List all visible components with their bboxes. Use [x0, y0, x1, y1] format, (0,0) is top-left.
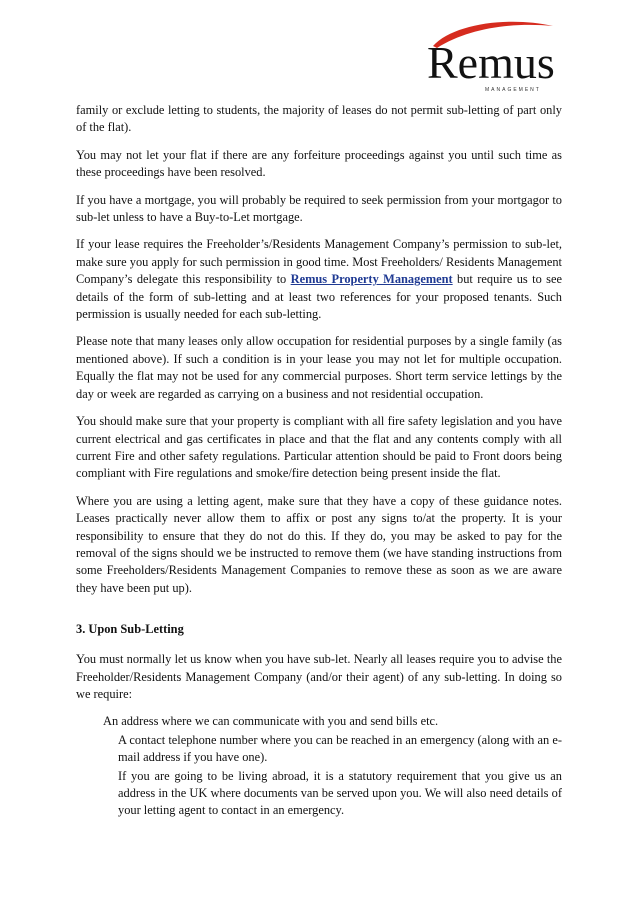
logo-wordmark: Remus — [427, 37, 555, 88]
list-item: If you are going to be living abroad, it is a statutory requirement that you give us an address in the UK where documents van be served upon you. We will also need details of your letting agent to contact in an emergency. — [118, 768, 562, 818]
list-item: A contact telephone number where you can be reached in an emergency (along with an e-mail address if you have one). — [118, 732, 562, 765]
remus-property-management-link[interactable]: Remus Property Management — [290, 272, 453, 287]
text-run: but require us to see details of the form of sub-letting and at least two references for your proposed tenants. Such permission is usually needed for each sub-letting. — [76, 272, 562, 322]
text-run: If your lease requires the Freeholder’s/Residents Management Company’s permission to sub-let, make sure you apply for such permission in good time. Most Freeholders/ Residents Management Company’s delegate this responsibility to — [76, 237, 562, 287]
list-item: An address where we can communicate with you and send bills etc. — [103, 714, 439, 729]
paragraph: If you have a mortgage, you will probably be required to seek permission from your mortgagor to sub-let unless to have a Buy-to-Let mortgage. — [76, 192, 562, 225]
paragraph: Where you are using a letting agent, make sure that they have a copy of these guidance notes. Leases practically never allow them to affix or post any signs to/at the property. It is your responsibility to ensure that they do not do this. If they do, you may be asked to pay for the removal of the signs should we be instructed to remove them (we have standing instructions from some Freeholders/Residents Management Companies to remove these as soon as we are aware they have been put up). — [76, 493, 562, 595]
section-heading: 3. Upon Sub-Letting — [76, 622, 184, 637]
paragraph: You should make sure that your property is compliant with all fire safety legislation and you have current electrical and gas certificates in place and that the flat and any contents comply with all current Fire and other safety regulations. Particular attention should be paid to Front doors being compliant with Fire regulations and smoke/fire detection being present inside the flat. — [76, 414, 562, 481]
paragraph-permission — [76, 236, 562, 323]
document-body — [76, 102, 562, 820]
paragraph: You may not let your flat if there are any forfeiture proceedings against you until such time as these proceedings have been resolved. — [76, 147, 562, 180]
logo-subtitle: MANAGEMENT — [485, 87, 541, 93]
remus-logo — [413, 18, 583, 98]
paragraph: family or exclude letting to students, the majority of leases do not permit sub-letting of part only of the flat). — [76, 103, 562, 135]
paragraph: You must normally let us know when you have sub-let. Nearly all leases require you to advise the Freeholder/Residents Management Company (and/or their agent) of any sub-letting. In doing so we require: — [76, 652, 562, 701]
paragraph: Please note that many leases only allow occupation for residential purposes by a single family (as mentioned above). If such a condition is in your lease you may not let for multiple occupation. Equally the flat may not be used for any commercial purposes. Short term service lettings by the day or week are regarded as carrying on a business and not residential occupation. — [76, 334, 562, 401]
